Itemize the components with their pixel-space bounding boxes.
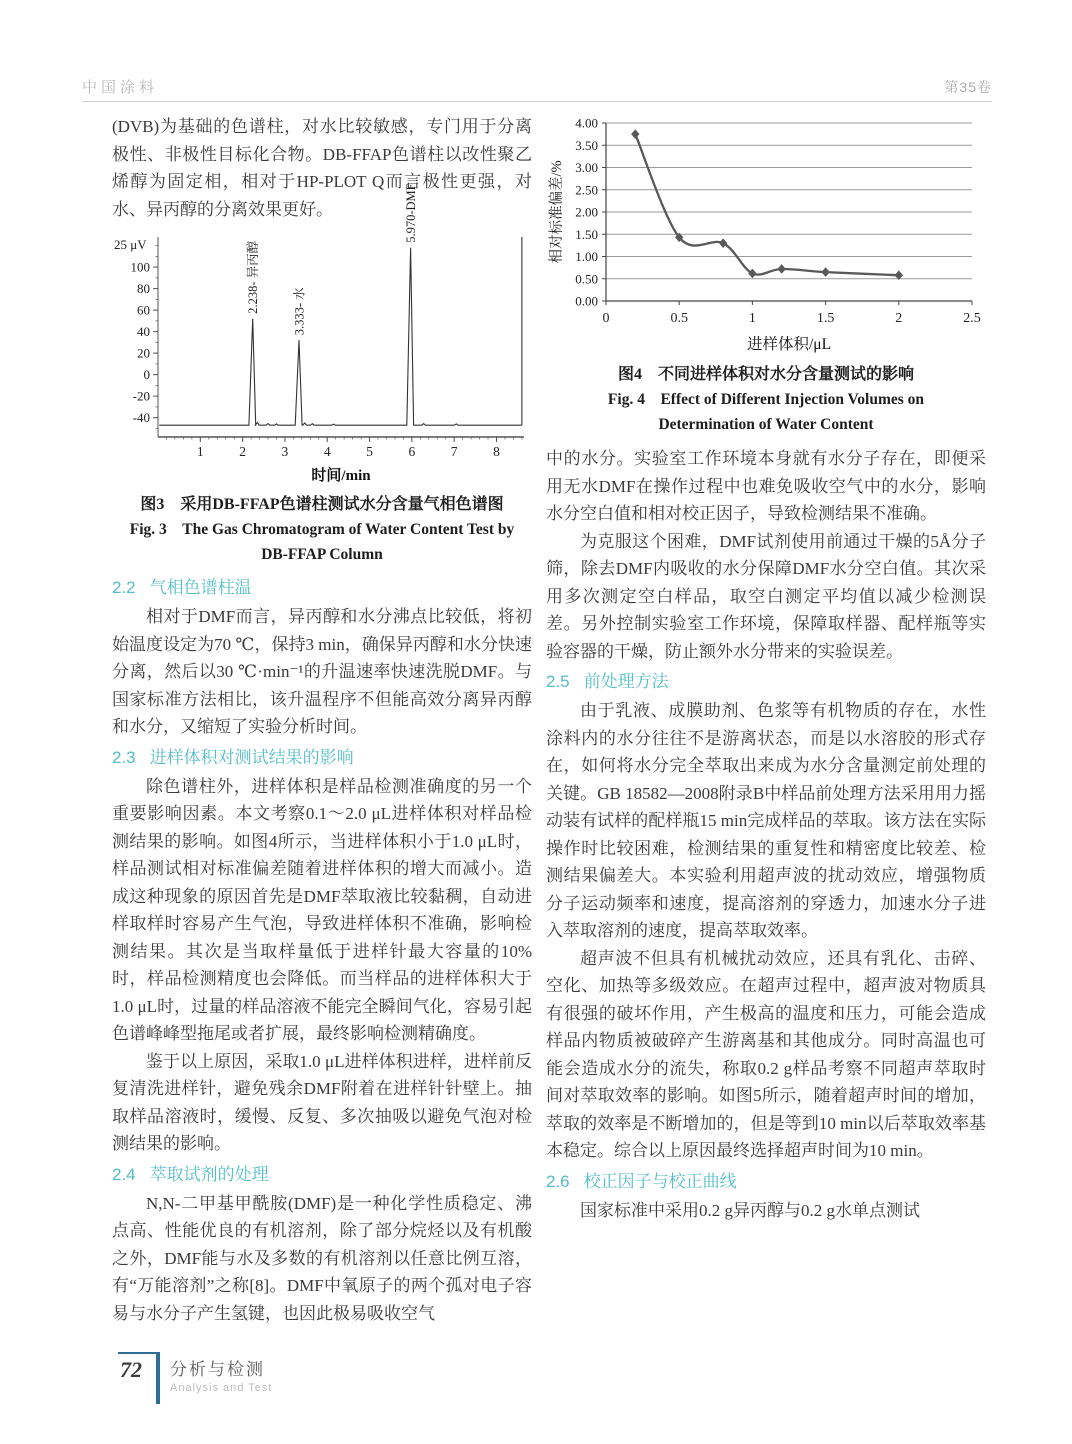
svg-text:0.5: 0.5 [670, 311, 688, 326]
paragraph-continuation: 中的水分。实验室工作环境本身就有水分子存在，即便采用无水DMF在操作过程中也难免吸收空气中的水分，影响水分空白值和相对校正因子，导致检测结果不准确。 [546, 449, 986, 523]
svg-text:20: 20 [137, 345, 150, 361]
paragraph-2-5: 由于乳液、成膜助剂、色浆等有机物质的存在，水性涂料内的水分往往不是游离状态，而是以水溶胶的形式存在，如何将水分完全萃取出来成为水分含量测定前处理的关键。GB 18582—2008附录B中样品前处理方法采用用力摇动装有试样的配样瓶15 min完成样品的萃取。该方法在实际操作时比较困难，检测结果的重复性和精密度比较差、检测结果偏差大。本实验利用超声波的扰动效应，增强物质分子运动频率和速度，提高溶剂的穿透力，加速水分子进入萃取溶剂的速度，提高萃取效率。 [546, 701, 986, 940]
svg-text:60: 60 [137, 302, 150, 318]
figure-3-chromatogram [112, 183, 532, 490]
paragraph-overcome: 为克服这个困难，DMF试剂使用前通过干燥的5Å分子筛，除去DMF内吸收的水分保障DMF水分空白值。其次采用多次测定空白样品，取空白测定平均值以减少检测误差。另外控制实验室工作环境，保障取样器、配样瓶等实验容器的干燥，防止额外水分带来的实验误差。 [546, 531, 986, 661]
page-header [82, 76, 992, 97]
svg-text:进样体积/μL: 进样体积/μL [746, 336, 832, 353]
svg-text:时间/min: 时间/min [311, 468, 371, 484]
svg-text:0: 0 [602, 311, 610, 326]
right-column [546, 113, 986, 1224]
figure-3-caption-cn: 图3 采用DB-FFAP色谱柱测试水分含量气相色谱图 [140, 496, 504, 513]
section-heading-2-6 [546, 1169, 986, 1195]
svg-text:8: 8 [493, 444, 500, 459]
svg-text:1: 1 [748, 311, 756, 326]
svg-text:4: 4 [323, 444, 331, 459]
svg-text:7: 7 [450, 444, 458, 459]
figure-4-caption-cn: 图4 不同进样体积对水分含量测试的影响 [617, 366, 914, 383]
svg-text:40: 40 [137, 324, 150, 340]
figure-3-caption-en-line1: Fig. 3 The Gas Chromatogram of Water Content Test by [129, 521, 515, 538]
footer-divider [156, 1352, 160, 1404]
header-divider [82, 101, 992, 102]
svg-text:2: 2 [239, 444, 246, 459]
section-title: 气相色谱柱温 [149, 578, 252, 597]
page-number [118, 1352, 156, 1390]
section-heading-2-3 [112, 745, 532, 771]
svg-text:4.00: 4.00 [575, 115, 598, 131]
figure-3-caption-en-line2: DB-FFAP Column [261, 546, 383, 563]
svg-text:1: 1 [196, 444, 204, 459]
svg-text:6: 6 [408, 444, 416, 459]
figure-4-caption-en-line2: Determination of Water Content [658, 416, 874, 433]
svg-text:2.238- 异丙醇: 2.238- 异丙醇 [246, 240, 261, 314]
section-title: 进样体积对测试结果的影响 [149, 747, 354, 767]
section-number: 2.6 [546, 1171, 570, 1191]
section-number: 2.3 [112, 747, 136, 767]
section-title: 萃取试剂的处理 [149, 1164, 269, 1184]
section-heading-2-4 [112, 1162, 532, 1188]
svg-text:5.970-DMF: 5.970-DMF [404, 183, 419, 243]
svg-text:-20: -20 [132, 388, 150, 404]
paragraph-ultrasonic: 超声波不但具有机械扰动效应，还具有乳化、击碎、空化、加热等多级效应。在超声过程中，超声波对物质具有很强的破坏作用，产生极高的温度和压力，可能会造成样品内物质被破碎产生游离基和其他成分。同时高温也可能会造成水分的流失，称取0.2 g样品考察不同超声萃取时间对萃取效率的影响。如图5所示，随着超声时间的增加，萃取的效率是不断增加的，但是等到10 min以后萃取效率基本稳定。综合以上原因最终选择超声时间为10 min。 [546, 948, 986, 1160]
svg-text:1.00: 1.00 [575, 249, 598, 264]
svg-text:0.50: 0.50 [575, 271, 598, 287]
section-number: 2.5 [546, 672, 570, 691]
injection-volume-chart [546, 113, 986, 355]
svg-text:相对标准偏差/%: 相对标准偏差/% [549, 160, 565, 264]
svg-text:5: 5 [366, 444, 373, 459]
svg-text:80: 80 [137, 281, 150, 297]
svg-text:25 μV: 25 μV [114, 236, 147, 252]
volume-label: 第35卷 [944, 79, 992, 95]
svg-text:2.50: 2.50 [575, 182, 598, 198]
footer-section-cn: 分析与检测 [170, 1360, 265, 1379]
svg-text:3.50: 3.50 [575, 137, 598, 153]
section-number: 2.4 [112, 1164, 136, 1184]
figure-3-caption [112, 492, 532, 567]
svg-text:1.5: 1.5 [816, 311, 835, 326]
section-number: 2.2 [112, 578, 136, 597]
section-heading-2-2 [112, 575, 532, 601]
svg-text:-40: -40 [132, 410, 150, 426]
section-title: 前处理方法 [583, 672, 669, 691]
svg-text:100: 100 [130, 259, 150, 275]
svg-text:3.00: 3.00 [575, 160, 598, 175]
svg-text:2.00: 2.00 [575, 204, 598, 220]
svg-text:2.5: 2.5 [963, 311, 981, 326]
svg-text:0: 0 [143, 367, 150, 383]
page-number-value: 72 [120, 1357, 142, 1382]
figure-4-line-chart [546, 113, 986, 360]
chromatogram-chart [112, 183, 530, 485]
svg-text:3: 3 [281, 444, 289, 459]
svg-text:1.50: 1.50 [575, 226, 598, 242]
paragraph-2-3-a: 除色谱柱外，进样体积是样品检测准确度的另一个重要影响因素。本文考察0.1～2.0 μL进样体积对样品检测结果的影响。如图4所示，当进样体积小于1.0 μL时，样品测试相对标准偏差随着进样体积的增大而减小。造成这种现象的原因首先是DMF萃取液比较黏稠，自动进样取样时容易产生气泡，导致进样体积不准确，影响检测结果。其次是当取样量低于进样针最大容量的10%时，样品检测精度也会降低。而当样品的进样体积大于1.0 μL时，过量的样品溶液不能完全瞬间气化，容易引起色谱峰峰型拖尾或者扩展，最终影响检测精确度。 [112, 776, 532, 1043]
svg-text:3.333- 水: 3.333- 水 [292, 287, 307, 336]
svg-text:2: 2 [895, 311, 903, 326]
svg-text:0.00: 0.00 [575, 293, 598, 309]
section-heading-2-5 [546, 669, 986, 695]
paragraph-2-2: 相对于DMF而言，异丙醇和水分沸点比较低，将初始温度设定为70 ℃，保持3 min，确保异丙醇和水分快速分离，然后以30 ℃·min⁻¹的升温速率快速洗脱DMF。与国家标准方法相比，该升温程序不但能高效分离异丙醇和水分，又缩短了实验分析时间。 [112, 607, 532, 736]
paragraph-intro: (DVB)为基础的色谱柱，对水比较敏感，专门用于分离极性、非极性目标化合物。DB-FFAP色谱柱以改性聚乙烯醇为固定相，相对于HP-PLOT Q而言极性更强，对水、异丙醇的分离效果更好。 [112, 117, 532, 219]
paragraph-2-3-b: 鉴于以上原因，采取1.0 μL进样体积进样，进样前反复清洗进样针，避免残余DMF附着在进样针针壁上。抽取样品溶液时，缓慢、反复、多次抽吸以避免气泡对检测结果的影响。 [112, 1051, 532, 1153]
footer-section [170, 1352, 272, 1396]
journal-name: 中国涂料 [82, 79, 159, 96]
left-column [112, 113, 532, 1327]
paragraph-2-4: N,N-二甲基甲酰胺(DMF)是一种化学性质稳定、沸点高、性能优良的有机溶剂，除了部分烷烃以及有机酸之外，DMF能与水及多数的有机溶剂以任意比例互溶，有“万能溶剂”之称[8]。DMF中氧原子的两个孤对电子容易与水分子产生氢键，也因此极易吸收空气 [112, 1193, 532, 1323]
figure-4-caption [546, 362, 986, 437]
paragraph-2-6: 国家标准中采用0.2 g异丙醇与0.2 g水单点测试 [580, 1200, 920, 1220]
section-title: 校正因子与校正曲线 [583, 1171, 737, 1191]
footer-section-en: Analysis and Test [170, 1382, 273, 1394]
page-footer [118, 1352, 272, 1404]
figure-4-caption-en-line1: Fig. 4 Effect of Different Injection Volumes on [607, 391, 925, 408]
